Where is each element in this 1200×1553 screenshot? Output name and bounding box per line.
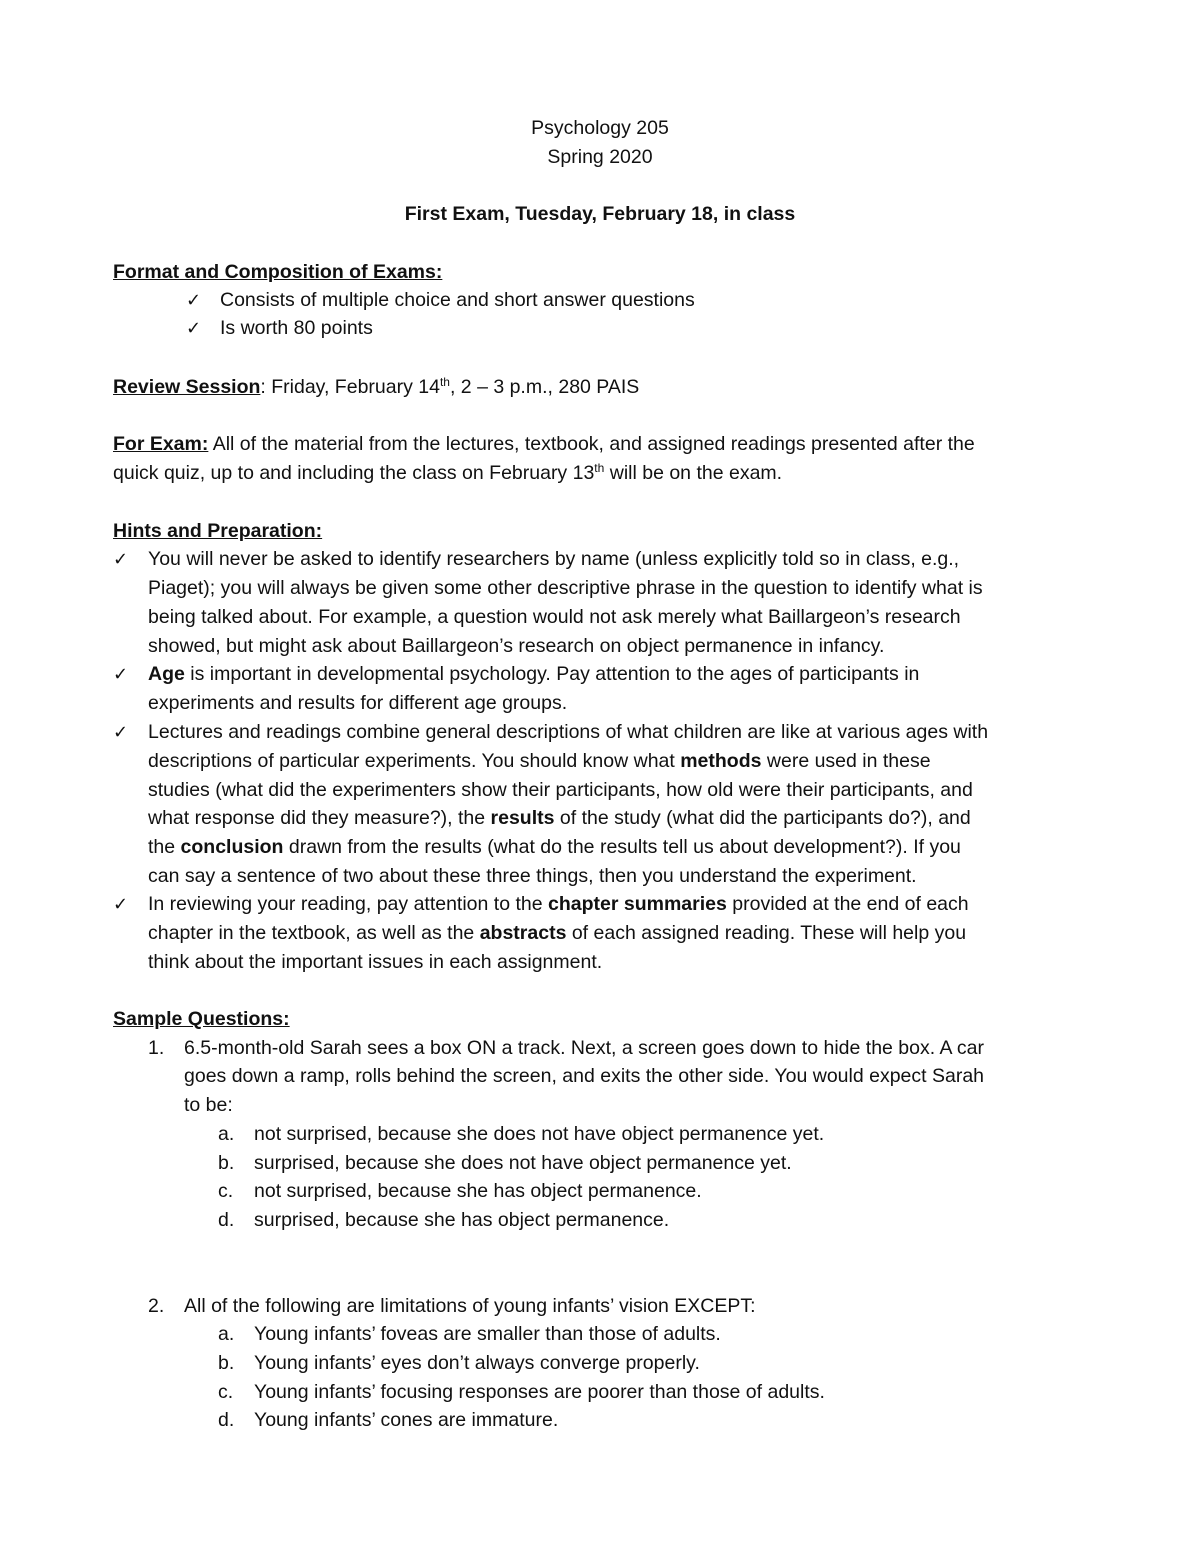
hints-heading: Hints and Preparation: [113,520,323,542]
option-letter: b. [218,1152,235,1174]
option-text: Young infants’ cones are immature. [254,1409,559,1431]
hint-line: descriptions of particular experiments. You should know what methods were used in these [148,750,931,772]
hint-line: In reviewing your reading, pay attention to the chapter summaries provided at the end of each [148,893,969,915]
checkmark-icon: ✓ [113,722,129,742]
hint-line: the conclusion drawn from the results (what do the results tell us about development?). If you [148,836,961,858]
option-letter: c. [218,1180,234,1202]
term: Spring 2020 [547,146,653,168]
checkmark-icon: ✓ [113,894,129,914]
option-letter: a. [218,1323,235,1345]
question-text: goes down a ramp, rolls behind the screen, and exits the other side. You would expect Sarah [184,1065,985,1087]
format-item: Consists of multiple choice and short answer questions [220,289,695,311]
hint-line: studies (what did the experimenters show their participants, how old were their participants, and [148,779,973,801]
hint-line: think about the important issues in each assignment. [148,951,603,973]
hint-line: being talked about. For example, a question would not ask merely what Baillargeon’s research [148,606,961,628]
option-text: surprised, because she has object permanence. [254,1209,670,1231]
checkmark-icon: ✓ [113,664,129,684]
checkmark-icon: ✓ [186,318,202,338]
checkmark-icon: ✓ [186,290,202,310]
option-letter: d. [218,1409,235,1431]
question-number: 2. [148,1295,165,1317]
option-text: surprised, because she does not have object permanence yet. [254,1152,792,1174]
option-text: not surprised, because she does not have object permanence yet. [254,1123,825,1145]
question-text: to be: [184,1094,233,1116]
question-text: All of the following are limitations of young infants’ vision EXCEPT: [184,1295,756,1317]
review-session-label: Review Session [113,376,261,398]
course-title: Psychology 205 [531,117,669,139]
hint-line: Age is important in developmental psychology. Pay attention to the ages of participants in [148,663,920,685]
option-text: Young infants’ focusing responses are poorer than those of adults. [254,1381,825,1403]
for-exam-line: For Exam: All of the material from the lectures, textbook, and assigned readings presented after the [113,433,975,455]
hint-line: what response did they measure?), the results of the study (what did the participants do?), and [148,807,971,829]
hint-line: experiments and results for different age groups. [148,692,568,714]
question-number: 1. [148,1037,165,1059]
option-letter: d. [218,1209,235,1231]
hint-line: showed, but might ask about Baillargeon’s research on object permanence in infancy. [148,635,885,657]
for-exam-label: For Exam: [113,433,209,455]
question-text: 6.5-month-old Sarah sees a box ON a track. Next, a screen goes down to hide the box. A car [184,1037,984,1059]
option-letter: b. [218,1352,235,1374]
option-text: not surprised, because she has object permanence. [254,1180,702,1202]
for-exam-line: quick quiz, up to and including the class on February 13th will be on the exam. [113,461,783,484]
exam-title: First Exam, Tuesday, February 18, in class [404,203,796,225]
hint-line: Lectures and readings combine general descriptions of what children are like at various ages with [148,721,989,743]
hint-line: chapter in the textbook, as well as the abstracts of each assigned reading. These will help you [148,922,967,944]
hint-line: Piaget); you will always be given some other descriptive phrase in the question to identify what is [148,577,983,599]
format-item: Is worth 80 points [220,317,373,339]
review-session-line: Review Session: Friday, February 14th, 2 – 3 p.m., 280 PAIS [113,375,640,398]
option-text: Young infants’ foveas are smaller than those of adults. [254,1323,721,1345]
format-heading: Format and Composition of Exams: [113,261,443,283]
option-letter: a. [218,1123,235,1145]
hint-line: You will never be asked to identify researchers by name (unless explicitly told so in class, e.g., [148,548,960,570]
option-text: Young infants’ eyes don’t always converge properly. [254,1352,700,1374]
sample-questions-heading: Sample Questions: [113,1008,290,1030]
option-letter: c. [218,1381,234,1403]
hint-line: can say a sentence of two about these three things, then you understand the experiment. [148,865,917,887]
checkmark-icon: ✓ [113,549,129,569]
